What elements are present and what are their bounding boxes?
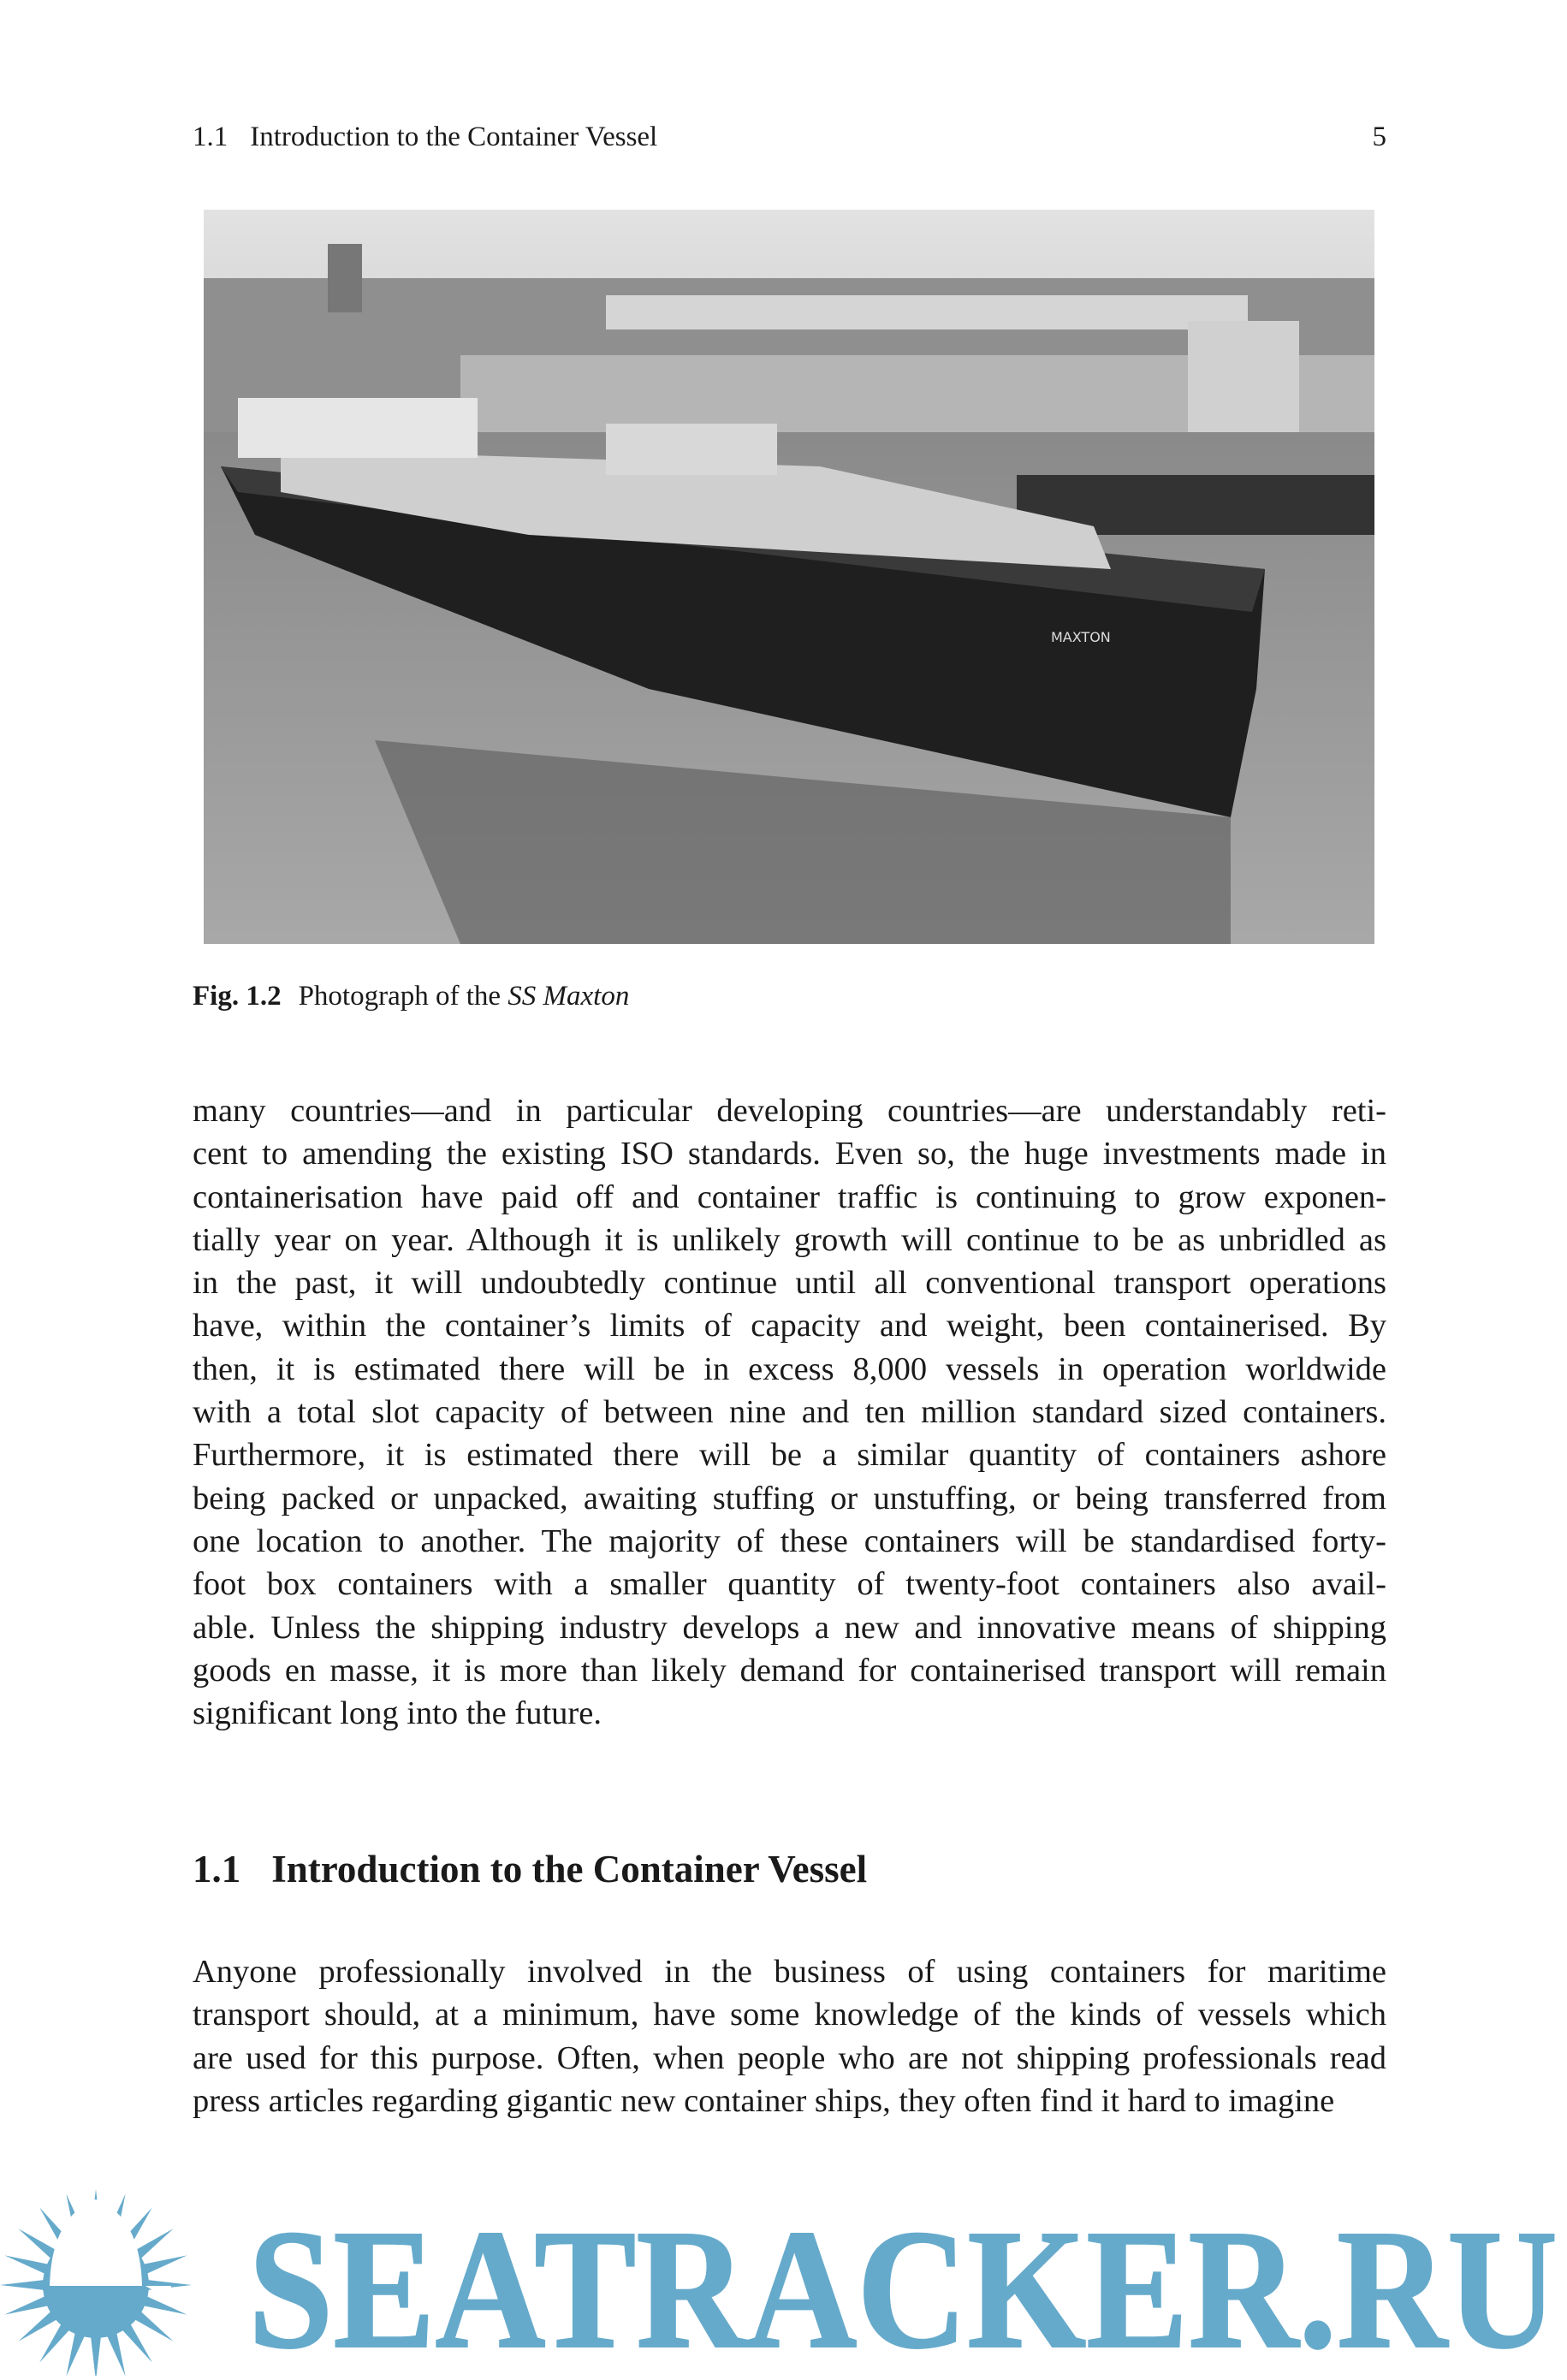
text-line: goods en masse, it is more than likely demand for containerised transport will remain [193, 1652, 1386, 1689]
hull-name: MAXTON [1051, 629, 1111, 645]
section-heading: 1.1 Introduction to the Container Vessel [193, 1848, 868, 1890]
figure-caption: Fig. 1.2 Photograph of the SS Maxton [193, 981, 630, 1012]
text-line: are used for this purpose. Often, when people who are not shipping professionals read [193, 2039, 1386, 2076]
seatracker-watermark-logo [0, 2165, 1567, 2376]
text-line: one location to another. The majority of these containers will be standardised forty- [193, 1522, 1386, 1559]
text-line: able. Unless the shipping industry develops a new and innovative means of shipping [193, 1609, 1386, 1646]
text-line: transport should, at a minimum, have some knowledge of the kinds of vessels which [193, 1997, 1386, 2033]
body-paragraph-1 [193, 1089, 1386, 1735]
body-paragraph-2 [193, 1950, 1386, 2122]
sun-ray [90, 2332, 101, 2376]
running-head-title: 1.1 Introduction to the Container Vessel [193, 122, 658, 152]
text-line: with a total slot capacity of between nine and ten million standard sized containers. [193, 1394, 1386, 1431]
text-line: press articles regarding gigantic new container ships, they often find it hard to imagine [193, 2082, 1335, 2119]
watermark-text: SEATRACKER.RU [248, 2195, 1558, 2376]
text-line: foot box containers with a smaller quantity of twenty-foot containers also avail- [193, 1566, 1386, 1603]
text-line: Furthermore, it is estimated there will be a similar quantity of containers ashore [193, 1437, 1386, 1474]
text-line: cent to amending the existing ISO standards. Even so, the huge investments made in [193, 1136, 1386, 1172]
text-line: containerisation have paid off and container traffic is continuing to grow exponen- [193, 1178, 1386, 1215]
figure-label: Fig. 1.2 [193, 981, 282, 1012]
text-line: then, it is estimated there will be in excess 8,000 vessels in operation worldwide [193, 1350, 1386, 1387]
text-line: tially year on year. Although it is unlikely growth will continue to be as unbridled as [193, 1221, 1386, 1258]
text-line: have, within the container’s limits of capacity and weight, been containerised. By [193, 1308, 1386, 1344]
text-line: Anyone professionally involved in the business of using containers for maritime [193, 1954, 1386, 1990]
running-head [193, 122, 1386, 153]
sun-ray [0, 2279, 49, 2290]
text-line: significant long into the future. [193, 1695, 602, 1732]
sun-burst-icon [0, 2189, 192, 2376]
page-number: 5 [1372, 122, 1386, 152]
ship-photograph [204, 210, 1374, 944]
text-line: many countries—and in particular developing countries—are understandably reti- [193, 1093, 1386, 1129]
text-line: being packed or unpacked, awaiting stuffing or unstuffing, or being transferred from [193, 1480, 1386, 1516]
text-line: in the past, it will undoubtedly continue until all conventional transport operations [193, 1265, 1386, 1302]
